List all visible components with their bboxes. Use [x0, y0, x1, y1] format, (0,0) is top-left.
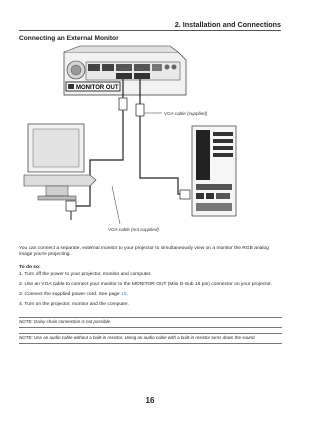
todo-heading: To do so:	[19, 265, 41, 270]
page-number: 16	[145, 396, 155, 405]
cable-not-supplied-label: VGA cable (not supplied)	[108, 227, 159, 232]
step-item: 1. Turn off the power to your projector, monitor and computer.	[19, 272, 152, 277]
note-rule	[19, 317, 282, 318]
note-rule	[19, 343, 282, 344]
note-audio-cable: NOTE: Use an audio cable without a built-in resistor. Using an audio cable with a built-in resistor turns down the sound.	[19, 335, 256, 340]
note-rule	[19, 327, 282, 328]
monitor-out-label: MONITOR OUT	[76, 85, 119, 91]
note-daisy-chain: NOTE: Daisy chain connection is not possible.	[19, 319, 112, 324]
header-rule	[19, 30, 281, 31]
computer-illustration	[180, 126, 236, 216]
page-link[interactable]: 19	[120, 292, 127, 297]
note-rule	[19, 333, 282, 334]
step-item: 2. Use an VGA cable to connect your monitor to the MONITOR OUT (Mini D-Sub 15 pin) connector on your projector.	[19, 282, 272, 287]
section-header: 2. Installation and Connections	[174, 20, 281, 29]
cable-supplied-label: VGA cable (supplied)	[164, 111, 208, 116]
section-heading: Connecting an External Monitor	[19, 35, 119, 42]
step-item: 3. Connect the supplied power cord. See page 19.	[19, 292, 128, 297]
connection-diagram	[0, 44, 300, 244]
step-item: 4. Turn on the projector, monitor and the computer.	[19, 302, 129, 307]
intro-paragraph: You can connect a separate, external monitor to your projector to simultaneously view on a monitor the RGB analog image you're projecting.	[19, 246, 269, 258]
projector-illustration	[64, 46, 186, 95]
